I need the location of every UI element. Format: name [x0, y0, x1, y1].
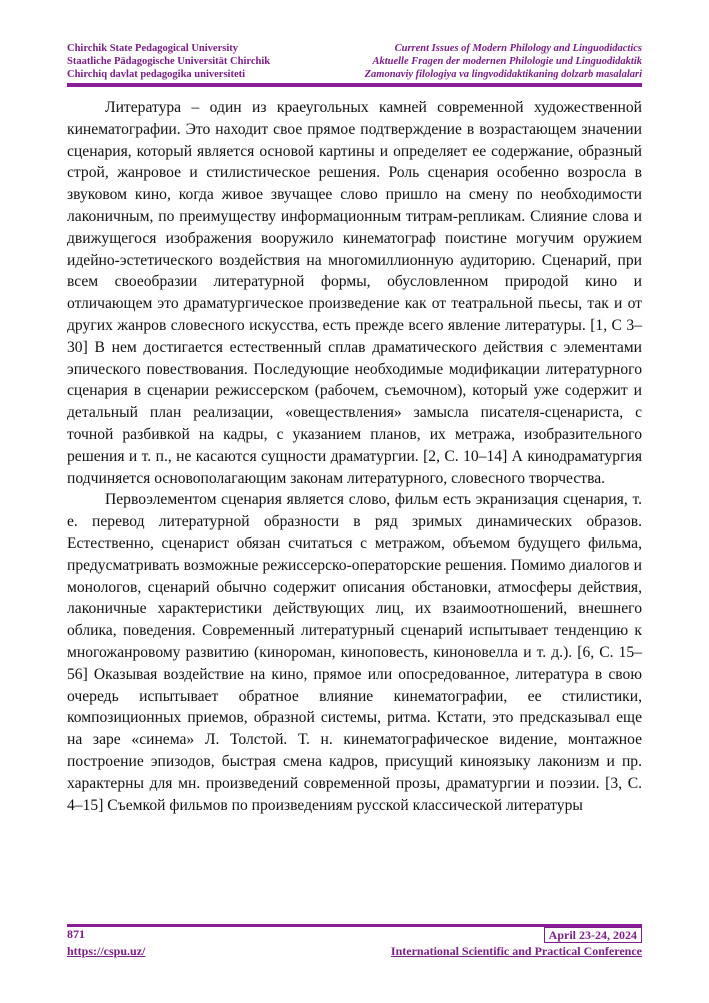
page-number: 871 [67, 927, 85, 941]
university-name-uz: Chirchiq davlat pedagogika universiteti [67, 69, 246, 80]
page-footer [67, 927, 642, 962]
website-link[interactable]: https://cspu.uz/ [67, 944, 146, 958]
paragraph-2: Первоэлементом сценария является слово, фильм есть экранизация сценария, т. е. перевод литературной образности в ряд зримых динамических образов. Естественно, сценарист обязан считаться с метражом, объемом будущего фильма, предусматривать возможные режиссерско-операторские решения. Помимо диалогов и монологов, сценарий обычно содержит описания обстановки, атмосферы действия, лаконичные характеристики действующих лиц, их взаимоотношений, внешнего облика, поведения. Современный литературный сценарий испытывает тенденцию к многожанровому развитию (кинороман, киноповесть, киноновелла и т. д.). [6, С. 15–56] Оказывая воздействие на кино, прямое или опосредованное, литература в свою очередь испытывает обратное влияние кинематографии, ее стилистики, композиционных приемов, образной системы, ритма. Кстати, это предсказывал еще на заре «синема» Л. Толстой. Т. н. кинематографическое видение, монтажное построение эпизодов, быстрая смена кадров, присущий киноязыку лаконизм и пр. характерны для мн. произведений современной прозы, драматургии и поэзии. [3, С. 4–15] Съемкой фильмов по произведениям русской классической литературы [67, 491, 642, 814]
article-body [67, 97, 642, 816]
paragraph-1: Литература – один из краеугольных камней современной художественной кинематографии. Это находит свое прямое подтверждение в возрастающем значении сценария, который является основой картины и определяет ее содержание, образный строй, жанровое и стилистическое решения. Роль сценария особенно возросла в звуковом кино, когда живое звучащее слово пришло на смену по необходимости лаконичным, по преимуществу информационным титрам-репликам. Слияние слова и движущегося изображения вооружило кинематограф поистине могучим оружием идейно-эстетического воздействия на многомиллионную аудиторию. Сценарий, при всем своеобразии литературной формы, обусловленном природой кино и отличающем это драматургическое произведение как от театральной пьесы, так и от других жанров словесного искусства, есть прежде всего явление литературы. [1, С 3–30] В нем достигается естественный сплав драматического действия с элементами эпического повествования. Последующие необходимые модификации литературного сценария в сценарии режиссерском (рабочем, съемочном), который уже содержит и детальный план реализации, «овеществления» замысла писателя-сценариста, с точной разбивкой на кадры, с указанием планов, их метража, изобразительного решения и т. п., не касаются сущности драматургии. [2, С. 10–14] А кинодраматургия подчиняется основополагающим законам литературного, словесного творчества. [67, 99, 642, 487]
header-divider [67, 83, 642, 87]
university-names [67, 42, 270, 82]
conference-title-de: Aktuelle Fragen der modernen Philologie und Linguodidaktik [372, 56, 642, 67]
conference-titles [365, 42, 642, 82]
conference-title-en: Current Issues of Modern Philology and Linguodidactics [394, 43, 642, 54]
university-name-en: Chirchik State Pedagogical University [67, 43, 239, 54]
conference-date: April 23-24, 2024 [544, 927, 642, 943]
page-header [67, 42, 642, 82]
conference-title-uz: Zamonaviy filologiya va lingvodidaktikaning dolzarb masalalari [364, 69, 642, 80]
conference-name-link[interactable]: International Scientific and Practical Conference [390, 944, 642, 958]
university-name-de: Staatliche Pädagogische Universität Chirchik [67, 56, 271, 67]
